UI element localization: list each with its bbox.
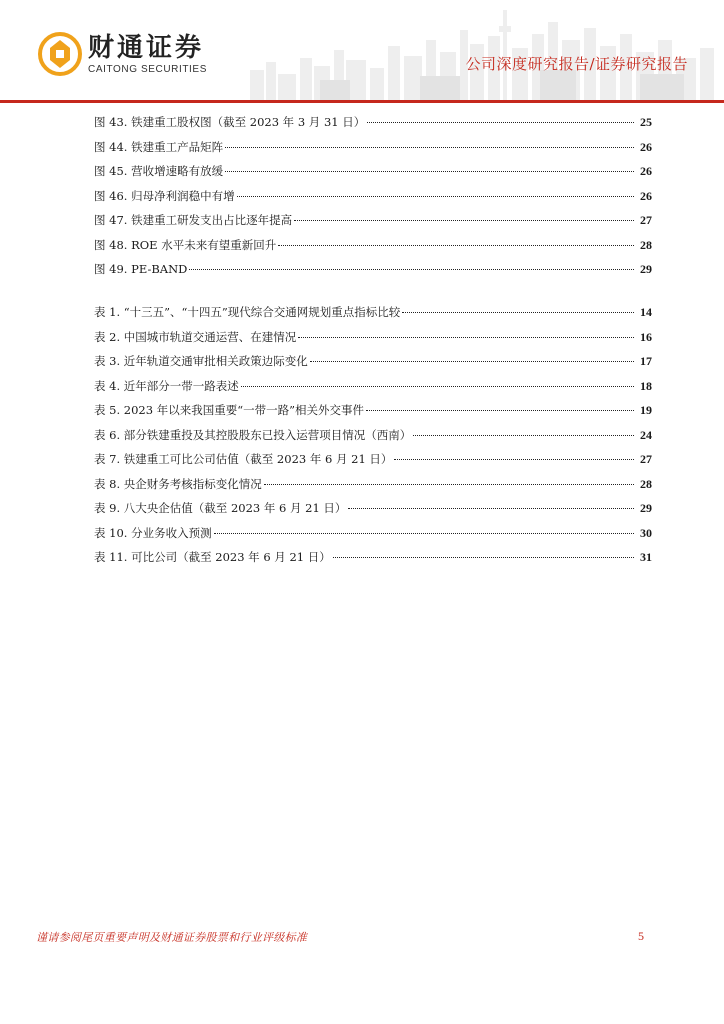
dot-leader [225, 171, 634, 172]
tables-table-of-contents [94, 304, 652, 574]
brand-name-cn: 财通证券 [88, 32, 205, 63]
toc-entry-page: 19 [640, 403, 652, 417]
toc-entry-page: 31 [640, 550, 652, 564]
page-footer [0, 926, 724, 950]
dot-leader [298, 337, 634, 338]
dot-leader [333, 557, 634, 558]
toc-entry-page: 17 [640, 354, 652, 368]
toc-entry-page: 30 [640, 525, 652, 540]
toc-entry[interactable] [94, 451, 652, 476]
toc-entry-title: 表 11. 可比公司（截至 2023 年 6 月 21 日） [94, 550, 331, 564]
toc-entry[interactable] [94, 525, 652, 550]
toc-entry-title: 图 46. 归母净利润稳中有增 [94, 188, 235, 203]
page-number: 5 [638, 929, 644, 943]
toc-entry-title: 表 9. 八大央企估值（截至 2023 年 6 月 21 日） [94, 501, 347, 515]
toc-entry-title: 图 49. PE-BAND [94, 262, 188, 276]
toc-entry-page: 16 [640, 329, 652, 344]
toc-entry-page: 26 [640, 164, 652, 178]
footer-disclaimer: 谨请参阅尾页重要声明及财通证券股票和行业评级标准 [36, 931, 308, 944]
dot-leader [264, 484, 634, 485]
toc-entry[interactable] [94, 139, 652, 164]
company-logo [38, 32, 207, 76]
toc-entry[interactable] [94, 329, 652, 354]
toc-entry-title: 图 44. 铁建重工产品矩阵 [94, 139, 224, 154]
report-type-title: 公司深度研究报告/证券研究报告 [465, 55, 688, 73]
toc-entry-title: 图 48. ROE 水平未来有望重新回升 [94, 237, 277, 252]
toc-entry[interactable] [94, 476, 652, 501]
dot-leader [241, 386, 634, 387]
toc-entry-title: 图 47. 铁建重工研发支出占比逐年提高 [94, 213, 293, 227]
toc-entry[interactable] [94, 212, 652, 237]
toc-entry-title: 图 45. 营收增速略有放缓 [94, 164, 224, 178]
toc-entry-title: 表 8. 央企财务考核指标变化情况 [94, 476, 262, 491]
dot-leader [237, 196, 634, 197]
toc-entry-page: 26 [640, 139, 652, 154]
toc-entry[interactable] [94, 549, 652, 574]
toc-entry-page: 28 [640, 237, 652, 252]
toc-entry-page: 27 [640, 213, 652, 227]
dot-leader [413, 435, 634, 436]
toc-entry-page: 29 [640, 501, 652, 515]
dot-leader [225, 147, 634, 148]
dot-leader [294, 220, 634, 221]
dot-leader [348, 508, 634, 509]
dot-leader [394, 459, 634, 460]
toc-entry-title: 表 2. 中国城市轨道交通运营、在建情况 [94, 329, 297, 344]
toc-entry-title: 表 7. 铁建重工可比公司估值（截至 2023 年 6 月 21 日） [94, 452, 393, 466]
toc-entry[interactable] [94, 261, 652, 286]
toc-entry-page: 24 [640, 427, 652, 442]
dot-leader [310, 361, 634, 362]
toc-entry[interactable] [94, 427, 652, 452]
header-divider [0, 100, 724, 103]
toc-entry-title: 表 3. 近年轨道交通审批相关政策边际变化 [94, 354, 308, 368]
page-header [0, 0, 724, 104]
dot-leader [214, 533, 634, 534]
dot-leader [367, 122, 634, 123]
toc-entry[interactable] [94, 304, 652, 329]
toc-entry-page: 25 [640, 115, 652, 129]
toc-entry-title: 表 1. “十三五”、“十四五”现代综合交通网规划重点指标比较 [94, 305, 401, 319]
toc-entry-title: 表 10. 分业务收入预测 [94, 525, 212, 540]
toc-entry[interactable] [94, 114, 652, 139]
dot-leader [366, 410, 634, 411]
toc-entry-title: 图 43. 铁建重工股权图（截至 2023 年 3 月 31 日） [94, 115, 366, 129]
toc-entry[interactable] [94, 188, 652, 213]
toc-entry-page: 14 [640, 305, 652, 319]
toc-entry-page: 29 [640, 262, 652, 276]
dot-leader [402, 312, 634, 313]
toc-entry[interactable] [94, 353, 652, 378]
toc-entry[interactable] [94, 378, 652, 403]
toc-entry-page: 26 [640, 188, 652, 203]
dot-leader [189, 269, 634, 270]
toc-entry[interactable] [94, 402, 652, 427]
toc-entry-title: 表 5. 2023 年以来我国重要“一带一路”相关外交事件 [94, 403, 364, 417]
toc-entry-title: 表 4. 近年部分一带一路表述 [94, 378, 239, 393]
dot-leader [278, 245, 634, 246]
toc-entry-page: 28 [640, 476, 652, 491]
toc-entry[interactable] [94, 237, 652, 262]
caitong-logo-icon [38, 32, 82, 76]
toc-entry-page: 27 [640, 452, 652, 466]
toc-entry-title: 表 6. 部分铁建重投及其控股股东已投入运营项目情况（西南） [94, 427, 412, 442]
toc-entry[interactable] [94, 163, 652, 188]
brand-name-en: CAITONG SECURITIES [88, 63, 207, 75]
toc-entry[interactable] [94, 500, 652, 525]
figures-table-of-contents [94, 114, 652, 286]
toc-entry-page: 18 [640, 378, 652, 393]
